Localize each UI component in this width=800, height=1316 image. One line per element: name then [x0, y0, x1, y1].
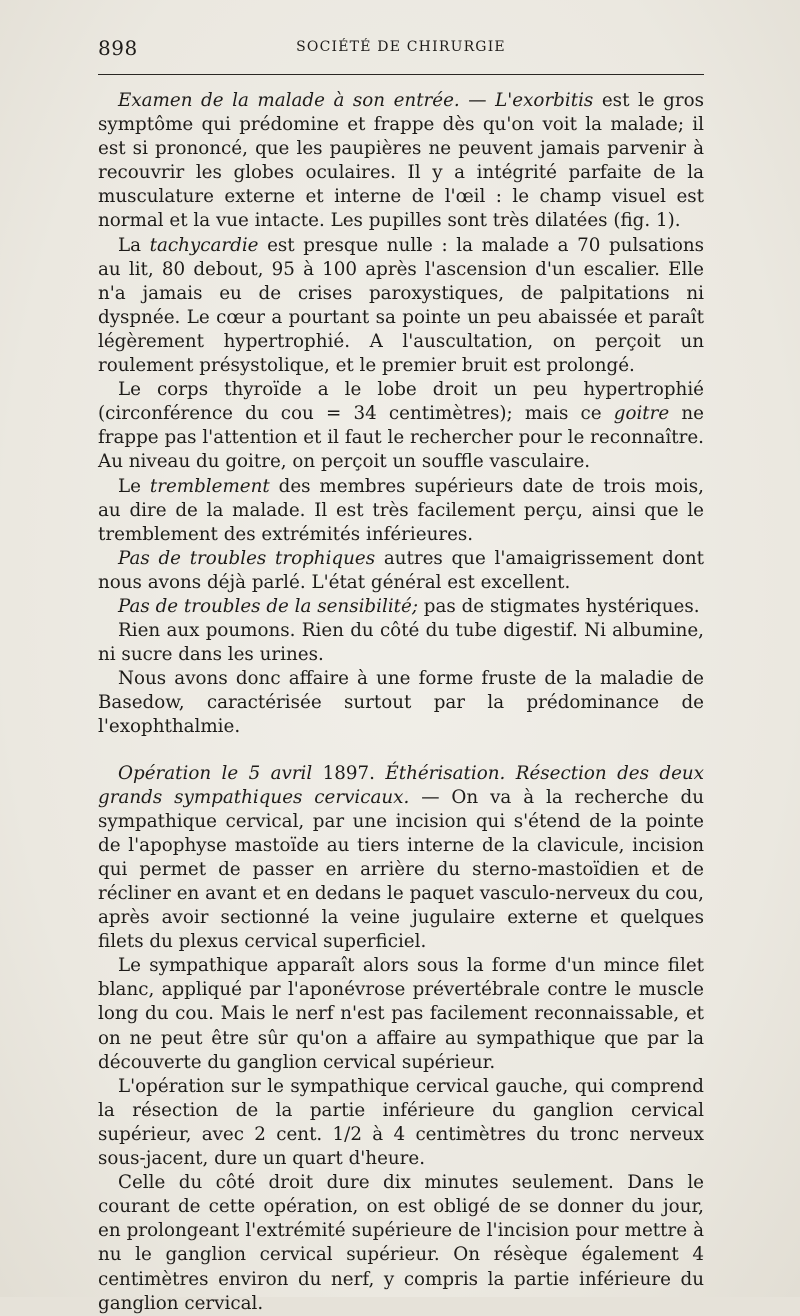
paragraph	[98, 378, 704, 474]
italic-text: Pas de troubles trophiques	[118, 547, 376, 569]
paragraph	[98, 1075, 704, 1171]
paragraph	[98, 619, 704, 667]
italic-text: Opération le 5 avril	[118, 762, 313, 784]
running-title: SOCIÉTÉ DE CHIRURGIE	[296, 39, 506, 55]
paragraph	[98, 667, 704, 739]
text-run: —	[459, 90, 496, 111]
text-run: Celle du côté droit dure dix minutes seulement. Dans le courant de cette opération, on est obligé de se donner du jour, en prolongeant l'extrémité supérieure de l'incision pour mettre à nu le ganglion cervical supérieur. On résèque également 4 centimètres environ du nerf, y compris la partie inférieure du ganglion cervical.	[98, 1172, 704, 1314]
italic-text: Éthérisation. Résection des deux grands sympathiques cervicaux.	[98, 762, 704, 808]
italic-text: Examen de la malade à son entrée.	[118, 90, 460, 111]
paragraph	[98, 89, 704, 234]
paragraph	[98, 762, 704, 955]
text-run: L'opération sur le sympathique cervical gauche, qui comprend la résection de la partie inférieure du ganglion cervical supérieur, avec 2 cent. 1/2 à 4 centimètres du tronc nerveux sous-jacent, dure un quart d'heure.	[98, 1075, 704, 1170]
text-run: Le corps thyroïde a le lobe droit un peu hypertrophié (circonférence du cou = 34 centimètres); mais ce	[98, 379, 704, 425]
header-rule	[98, 74, 704, 75]
text-run: La	[118, 234, 150, 256]
italic-text: tachycardie	[149, 234, 259, 256]
body-text	[98, 89, 704, 1316]
text-run: pas de stigmates hystériques.	[418, 595, 700, 617]
text-run: ne frappe pas l'attention et il faut le rechercher pour le reconnaître. Au niveau du goitre, on perçoit un souffle vasculaire.	[98, 403, 704, 473]
page-header	[98, 36, 704, 60]
italic-text: L'exorbitis	[495, 90, 594, 111]
text-run: Nous avons donc affaire à une forme fruste de la maladie de Basedow, caractérisée surtout par la prédominance de l'exophthalmie.	[98, 668, 704, 738]
text-run: Rien aux poumons. Rien du côté du tube digestif. Ni albumine, ni sucre dans les urines.	[98, 620, 704, 666]
paragraph	[98, 954, 704, 1074]
paragraph	[98, 475, 704, 547]
paragraph	[98, 1171, 704, 1316]
text-run: Le sympathique apparaît alors sous la forme d'un mince filet blanc, appliqué par l'aponévrose prévertébrale contre le muscle long du cou. Mais le nerf n'est pas facilement reconnaissable, et on ne peut être sûr qu'on a affaire au sympathique que par la découverte du ganglion cervical supérieur.	[98, 955, 704, 1073]
italic-text: Pas de troubles de la sensibilité;	[118, 595, 418, 617]
text-run: 1897.	[312, 762, 386, 784]
paragraph	[98, 547, 704, 595]
text-run: est presque nulle : la malade a 70 pulsations au lit, 80 debout, 95 à 100 après l'ascension d'un escalier. Elle n'a jamais eu de crises paroxystiques, de palpitations ni dyspnée. Le cœur a pourtant sa pointe un peu abaissée et paraît légèrement hypertrophié. A l'auscultation, on perçoit un roulement présystolique, et le premier bruit est prolongé.	[98, 234, 705, 377]
text-run: des membres supérieurs date de trois mois, au dire de la malade. Il est très facilement perçu, ainsi que le tremblement des extrémités inférieures.	[98, 475, 704, 545]
page-number: 898	[98, 36, 138, 60]
text-run: Le	[118, 475, 150, 497]
italic-text: tremblement	[149, 475, 270, 497]
italic-text: goitre	[613, 403, 670, 425]
paragraph	[98, 234, 704, 379]
text-run: — On va à la recherche du sympathique cervical, par une incision qui s'étend de la pointe de l'apophyse mastoïde au tiers interne de la clavicule, incision qui permet de passer en arrière du sterno-mastoïdien et de récliner en avant et en dedans le paquet vasculo-nerveux du cou, après avoir sectionné la veine jugulaire externe et quelques filets du plexus cervical superficiel.	[98, 786, 704, 953]
paragraph	[98, 595, 704, 619]
text-run: autres que l'amaigrissement dont nous avons déjà parlé. L'état général est excellent.	[98, 547, 705, 593]
text-run: est le gros symptôme qui prédomine et frappe dès qu'on voit la malade; il est si prononcé, que les paupières ne peuvent jamais parvenir à recouvrir les globes oculaires. Il y a intégrité parfaite de la musculature externe et interne de l'œil : le champ visuel est normal et la vue intacte. Les pupilles sont très dilatées (fig. 1).	[98, 90, 705, 232]
